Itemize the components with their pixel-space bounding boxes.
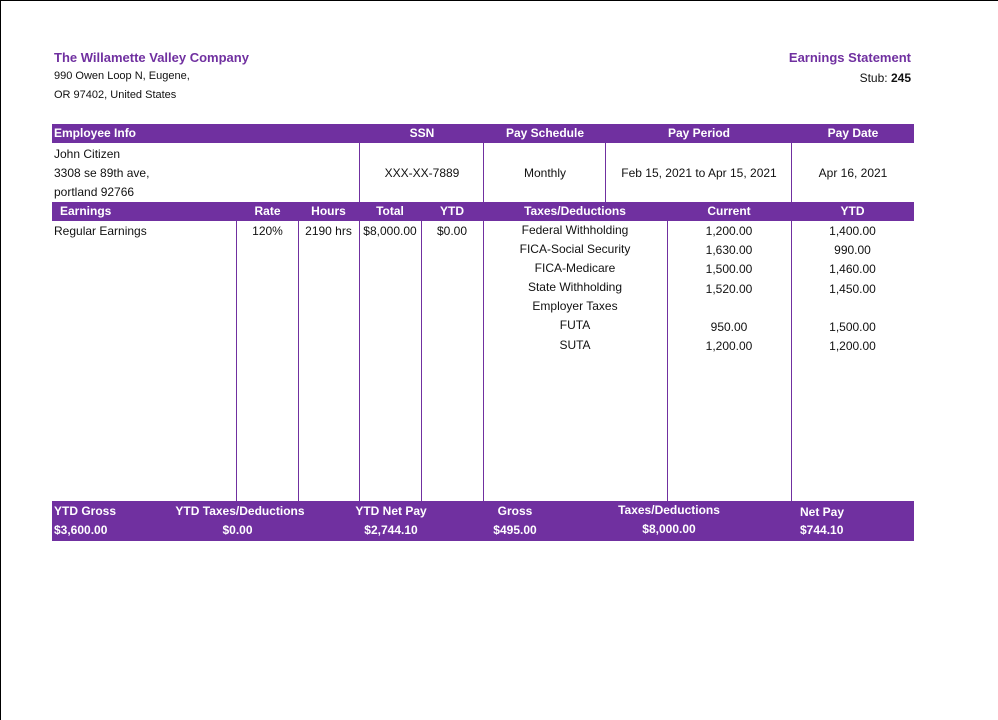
statement-title: Earnings Statement	[788, 50, 911, 65]
earnings-hours: 2190 hrs	[305, 224, 352, 238]
tax-label: FICA-Medicare	[534, 261, 616, 275]
employee-address-line2: portland 92766	[54, 185, 135, 199]
stub-number	[860, 71, 911, 85]
tax-current: 1,200.00	[705, 224, 753, 238]
divider	[421, 221, 422, 501]
tax-label: State Withholding	[527, 280, 623, 294]
employee-name: John Citizen	[54, 147, 121, 161]
employee-address-line1: 3308 se 89th ave,	[54, 166, 150, 180]
divider	[483, 143, 484, 202]
divider	[359, 143, 360, 202]
taxes-deductions-value: $8,000.00	[642, 522, 696, 536]
employee-ssn: XXX-XX-7889	[384, 166, 460, 180]
ytd-taxes-value: $0.00	[222, 523, 253, 537]
tax-ytd-header: YTD	[840, 204, 865, 218]
tax-current: 1,500.00	[705, 262, 753, 276]
ytd-taxes-label: YTD Taxes/Deductions	[175, 504, 305, 518]
ytd-net-pay-value: $2,744.10	[364, 523, 418, 537]
stub-value: 245	[890, 71, 911, 85]
employee-pay-schedule: Monthly	[523, 166, 567, 180]
net-pay-label: Net Pay	[800, 505, 845, 519]
pay-schedule-header: Pay Schedule	[505, 126, 585, 140]
company-address-line2: OR 97402, United States	[54, 89, 177, 101]
earnings-rate: 120%	[252, 224, 283, 238]
total-header: Total	[376, 204, 404, 218]
tax-label: Employer Taxes	[532, 299, 618, 313]
earnings-total: $8,000.00	[363, 224, 417, 238]
ssn-header: SSN	[409, 126, 435, 140]
tax-label: Federal Withholding	[521, 223, 629, 237]
divider	[236, 221, 237, 501]
employee-info-header: Employee Info	[54, 126, 137, 140]
taxes-deductions-header: Taxes/Deductions	[524, 204, 626, 218]
divider	[605, 143, 606, 202]
divider	[359, 221, 360, 501]
tax-label: SUTA	[559, 338, 591, 352]
tax-ytd: 1,450.00	[829, 282, 876, 296]
ytd-header: YTD	[440, 204, 464, 218]
page-border-top	[0, 0, 998, 1]
company-name: The Willamette Valley Company	[54, 50, 249, 65]
ytd-net-pay-label: YTD Net Pay	[355, 504, 427, 518]
tax-ytd: 990.00	[834, 243, 871, 257]
tax-ytd: 1,200.00	[829, 339, 876, 353]
tax-current: 1,520.00	[705, 282, 753, 296]
divider	[298, 221, 299, 501]
earnings-label: Regular Earnings	[54, 224, 147, 238]
tax-current: 1,200.00	[705, 339, 753, 353]
tax-current: 1,630.00	[705, 243, 753, 257]
hours-header: Hours	[311, 204, 346, 218]
divider	[791, 143, 792, 202]
earnings-header: Earnings	[60, 204, 112, 218]
tax-ytd: 1,400.00	[829, 224, 876, 238]
pay-period-header: Pay Period	[667, 126, 731, 140]
company-address-line1: 990 Owen Loop N, Eugene,	[54, 70, 190, 82]
ytd-gross-label: YTD Gross	[54, 504, 117, 518]
net-pay-value: $744.10	[800, 523, 844, 537]
current-header: Current	[707, 204, 751, 218]
earnings-ytd: $0.00	[436, 224, 468, 238]
employee-pay-period: Feb 15, 2021 to Apr 15, 2021	[621, 166, 777, 180]
ytd-gross-value: $3,600.00	[54, 523, 108, 537]
rate-header: Rate	[254, 204, 281, 218]
tax-ytd: 1,460.00	[829, 262, 876, 276]
pay-date-header: Pay Date	[827, 126, 879, 140]
stub-label: Stub:	[859, 71, 888, 85]
tax-ytd: 1,500.00	[829, 320, 876, 334]
tax-current: 950.00	[710, 320, 748, 334]
page-border-left	[0, 0, 1, 720]
tax-label: FUTA	[559, 318, 591, 332]
employee-pay-date: Apr 16, 2021	[818, 166, 888, 180]
gross-value: $495.00	[493, 523, 537, 537]
taxes-deductions-label: Taxes/Deductions	[618, 503, 720, 517]
tax-label: FICA-Social Security	[519, 242, 631, 256]
gross-label: Gross	[497, 504, 533, 518]
